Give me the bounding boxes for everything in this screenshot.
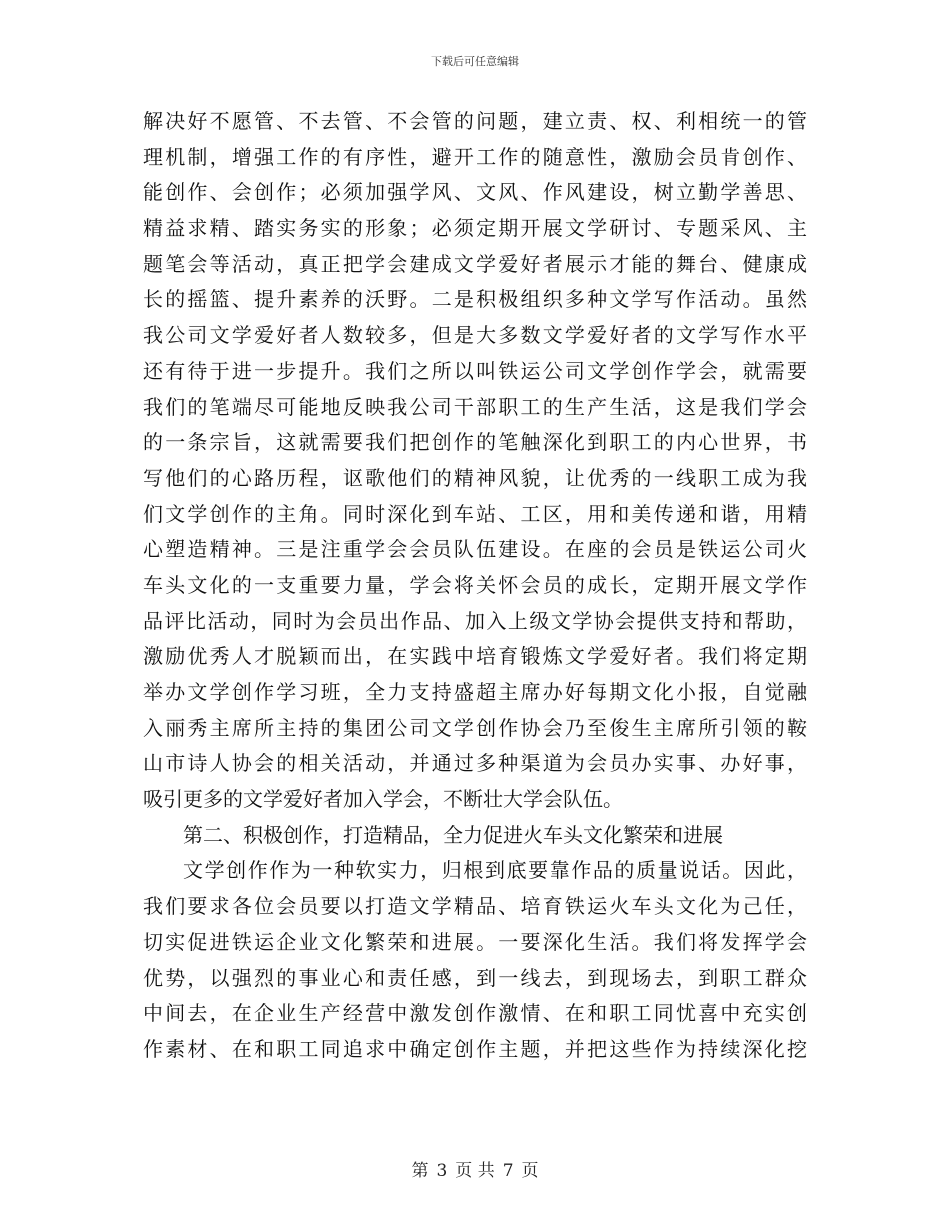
text-line: 车头文化的一支重要力量，学会将关怀会员的成长，定期开展文学作 bbox=[143, 572, 807, 597]
text-line: 题笔会等活动，真正把学会建成文学爱好者展示才能的舞台、健康成 bbox=[143, 251, 807, 276]
text-line: 切实促进铁运企业文化繁荣和进展。一要深化生活。我们将发挥学会 bbox=[143, 929, 807, 954]
section-heading: 第二、积极创作，打造精品，全力促进火车头文化繁荣和进展 bbox=[183, 822, 723, 847]
page-header: 下载后可任意编辑 bbox=[431, 55, 519, 68]
text-line: 激励优秀人才脱颖而出，在实践中培育锻炼文学爱好者。我们将定期 bbox=[143, 644, 807, 669]
text-line: 理机制，增强工作的有序性，避开工作的随意性，激励会员肯创作、 bbox=[143, 144, 807, 169]
text-line: 优势，以强烈的事业心和责任感，到一线去，到现场去，到职工群众 bbox=[143, 965, 807, 990]
text-line: 能创作、会创作；必须加强学风、文风、作风建设，树立勤学善思、 bbox=[143, 180, 807, 205]
text-line: 还有待于进一步提升。我们之所以叫铁运公司文学创作学会，就需要 bbox=[143, 358, 807, 383]
text-line: 文学创作作为一种软实力，归根到底要靠作品的质量说话。因此， bbox=[183, 858, 807, 883]
footer-suffix: 页 bbox=[521, 1161, 539, 1181]
page-footer bbox=[0, 1156, 950, 1181]
text-line: 我们要求各位会员要以打造文学精品、培育铁运火车头文化为己任， bbox=[143, 894, 807, 919]
text-line: 我公司文学爱好者人数较多，但是大多数文学爱好者的文学写作水平 bbox=[143, 323, 807, 348]
text-line: 的一条宗旨，这就需要我们把创作的笔触深化到职工的内心世界，书 bbox=[143, 430, 807, 455]
text-line: 山市诗人协会的相关活动，并通过多种渠道为会员办实事、办好事， bbox=[143, 751, 807, 776]
text-line: 们文学创作的主角。同时深化到车站、工区，用和美传递和谐，用精 bbox=[143, 501, 807, 526]
text-line: 中间去，在企业生产经营中激发创作激情、在和职工同忧喜中充实创 bbox=[143, 1001, 807, 1026]
text-line: 品评比活动，同时为会员出作品、加入上级文学协会提供支持和帮助， bbox=[143, 608, 807, 633]
text-line: 举办文学创作学习班，全力支持盛超主席办好每期文化小报，自觉融 bbox=[143, 680, 807, 704]
footer-middle: 页 共 bbox=[455, 1161, 495, 1181]
current-page-number: 3 bbox=[436, 1161, 448, 1181]
text-line: 长的摇篮、提升素养的沃野。二是积极组织多种文学写作活动。虽然 bbox=[143, 287, 807, 312]
text-line: 写他们的心路历程，讴歌他们的精神风貌，让优秀的一线职工成为我 bbox=[143, 465, 807, 490]
text-line: 解决好不愿管、不去管、不会管的问题，建立责、权、利相统一的管 bbox=[143, 109, 807, 133]
text-line: 心塑造精神。三是注重学会会员队伍建设。在座的会员是铁运公司火 bbox=[143, 537, 807, 562]
text-line: 入丽秀主席所主持的集团公司文学创作协会乃至俊生主席所引领的鞍 bbox=[143, 715, 807, 740]
text-line: 精益求精、踏实务实的形象；必须定期开展文学研讨、专题采风、主 bbox=[143, 216, 807, 241]
body-text bbox=[143, 104, 807, 1068]
text-line: 作素材、在和职工同追求中确定创作主题，并把这些作为持续深化挖 bbox=[143, 1036, 807, 1061]
footer-prefix: 第 bbox=[411, 1161, 429, 1181]
text-line: 我们的笔端尽可能地反映我公司干部职工的生产生活，这是我们学会 bbox=[143, 394, 807, 419]
total-page-number: 7 bbox=[502, 1161, 514, 1181]
text-line: 吸引更多的文学爱好者加入学会，不断壮大学会队伍。 bbox=[143, 787, 623, 812]
